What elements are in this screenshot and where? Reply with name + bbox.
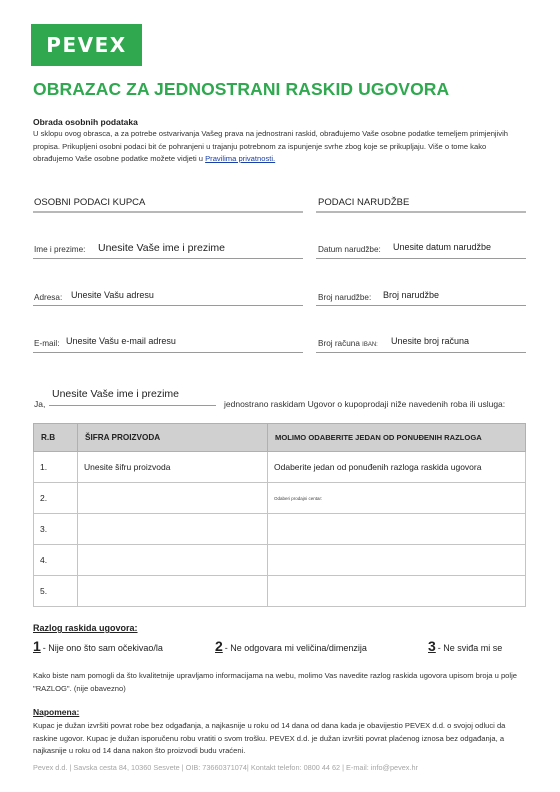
- product-code-field[interactable]: Unesite šifru proizvoda: [78, 452, 268, 483]
- declaration-text: jednostrano raskidam Ugovor o kupoprodaji niže navedenih roba ili usluga:: [224, 399, 506, 409]
- notice-text: Kupac je dužan izvršiti povrat robe bez odgađanja, a najkasnije u roku od 14 dana od dana kada je obavijestio PEVEX d.d. o svojoj odluci da raskine ugovor. Kupac je dužan isporučenu robu vratiti o svom trošku. PEVEX d.d. je dužan izvršiti povrat plaćenog iznosa bez odgađanja, a najkasnije u roku od 14 dana nakon što proizvodi budu vraćeni.: [33, 721, 506, 755]
- row-number: 5.: [34, 576, 78, 607]
- buyer-section-heading: OSOBNI PODACI KUPCA: [34, 197, 146, 208]
- reason-number: 2: [215, 638, 223, 654]
- product-code-field[interactable]: [78, 576, 268, 607]
- order-number-underline: [316, 305, 526, 306]
- table-row: [34, 576, 526, 607]
- order-number-label: Broj narudžbe:: [318, 293, 372, 302]
- privacy-body: U sklopu ovog obrasca, a za potrebe ostvarivanja Vašeg prava na jednostrani raskid, obrađujemo Vaše osobne podatke temeljem primjenjivih propisa. Prikupljeni osobni podaci bit će pohranjeni u trajanju potrebnom za ispunjenje svrhe zbog koje se prikupljaju. Više o tome kako obrađujemo Vaše osobne podatke možete vidjeti u: [33, 129, 509, 163]
- product-code-field[interactable]: [78, 483, 268, 514]
- table-row: [34, 483, 526, 514]
- order-section-heading: PODACI NARUDŽBE: [318, 197, 410, 208]
- reason-select[interactable]: [268, 576, 526, 607]
- reason-text: - Nije ono što sam očekivao/la: [42, 643, 163, 653]
- address-field-underline: [33, 305, 303, 306]
- table-row: [34, 514, 526, 545]
- header-reason: MOLIMO ODABERITE JEDAN OD PONUĐENIH RAZLOGA: [268, 424, 526, 452]
- declaration-name-underline: [49, 405, 216, 406]
- footer-contact: Pevex d.d. | Savska cesta 84, 10360 Sesvete | OIB: 73660371074| Kontakt telefon: 0800 44 62 | E-mail: info@pevex.hr: [33, 763, 418, 772]
- privacy-policy-link[interactable]: Pravilima privatnosti.: [205, 154, 276, 163]
- email-label: E-mail:: [34, 339, 60, 348]
- privacy-heading: Obrada osobnih podataka: [33, 117, 138, 127]
- reason-select[interactable]: [268, 514, 526, 545]
- name-field[interactable]: Unesite Vaše ime i prezime: [98, 242, 226, 254]
- row-number: 1.: [34, 452, 78, 483]
- product-code-field[interactable]: [78, 514, 268, 545]
- address-label: Adresa:: [34, 293, 63, 302]
- product-code-field[interactable]: [78, 545, 268, 576]
- table-row: [34, 452, 526, 483]
- order-number-field[interactable]: Broj narudžbe: [383, 290, 440, 300]
- reason-instructions: Kako biste nam pomogli da što kvalitetnije upravljamo informacijama na webu, molimo Vas navedite razlog raskida ugovora upisom broja u polje "RAZLOG". (nije obavezno): [33, 671, 517, 693]
- account-label-text: Broj računa: [318, 339, 360, 348]
- email-field[interactable]: Unesite Vašu e-mail adresu: [66, 336, 176, 346]
- privacy-text: [33, 128, 528, 166]
- order-date-underline: [316, 258, 526, 259]
- table-header-row: [34, 424, 526, 452]
- reason-select[interactable]: Odaberite jedan od ponuđenih razloga raskida ugovora: [268, 452, 526, 483]
- reason-option-2: [215, 638, 367, 654]
- row-number: 3.: [34, 514, 78, 545]
- header-product-code: ŠIFRA PROIZVODA: [78, 424, 268, 452]
- notice-heading: Napomena:: [33, 707, 80, 717]
- order-date-label: Datum narudžbe:: [318, 245, 381, 254]
- reason-text: - Ne odgovara mi veličina/dimenzija: [224, 643, 367, 653]
- reason-option-1: [33, 638, 163, 654]
- reason-number: 3: [428, 638, 436, 654]
- order-section-divider: [316, 211, 526, 213]
- account-label: [318, 339, 378, 348]
- header-rb: R.B: [34, 424, 78, 452]
- row-number: 2.: [34, 483, 78, 514]
- logo-text: PEVEX: [46, 33, 127, 57]
- declaration-prefix: Ja,: [34, 399, 46, 409]
- name-label: Ime i prezime:: [34, 245, 86, 254]
- pevex-logo: [31, 24, 142, 66]
- reason-select[interactable]: [268, 545, 526, 576]
- reason-select[interactable]: Odaberi prodajni centar:: [268, 483, 526, 514]
- email-field-underline: [33, 352, 303, 353]
- row-number: 4.: [34, 545, 78, 576]
- reason-text: - Ne sviđa mi se: [437, 643, 503, 653]
- account-label-iban: IBAN:: [362, 342, 378, 348]
- reason-number: 1: [33, 638, 41, 654]
- table-row: [34, 545, 526, 576]
- products-table: [33, 423, 526, 607]
- account-field-underline: [316, 352, 526, 353]
- buyer-section-divider: [33, 211, 303, 213]
- reason-option-3: [428, 638, 502, 654]
- account-field[interactable]: Unesite broj računa: [391, 336, 470, 346]
- declaration-name-field[interactable]: Unesite Vaše ime i prezime: [52, 388, 180, 400]
- reasons-heading: Razlog raskida ugovora:: [33, 623, 138, 633]
- order-date-field[interactable]: Unesite datum narudžbe: [393, 242, 492, 252]
- name-field-underline: [33, 258, 303, 259]
- address-field[interactable]: Unesite Vašu adresu: [71, 290, 154, 300]
- form-title: OBRAZAC ZA JEDNOSTRANI RASKID UGOVORA: [33, 79, 450, 99]
